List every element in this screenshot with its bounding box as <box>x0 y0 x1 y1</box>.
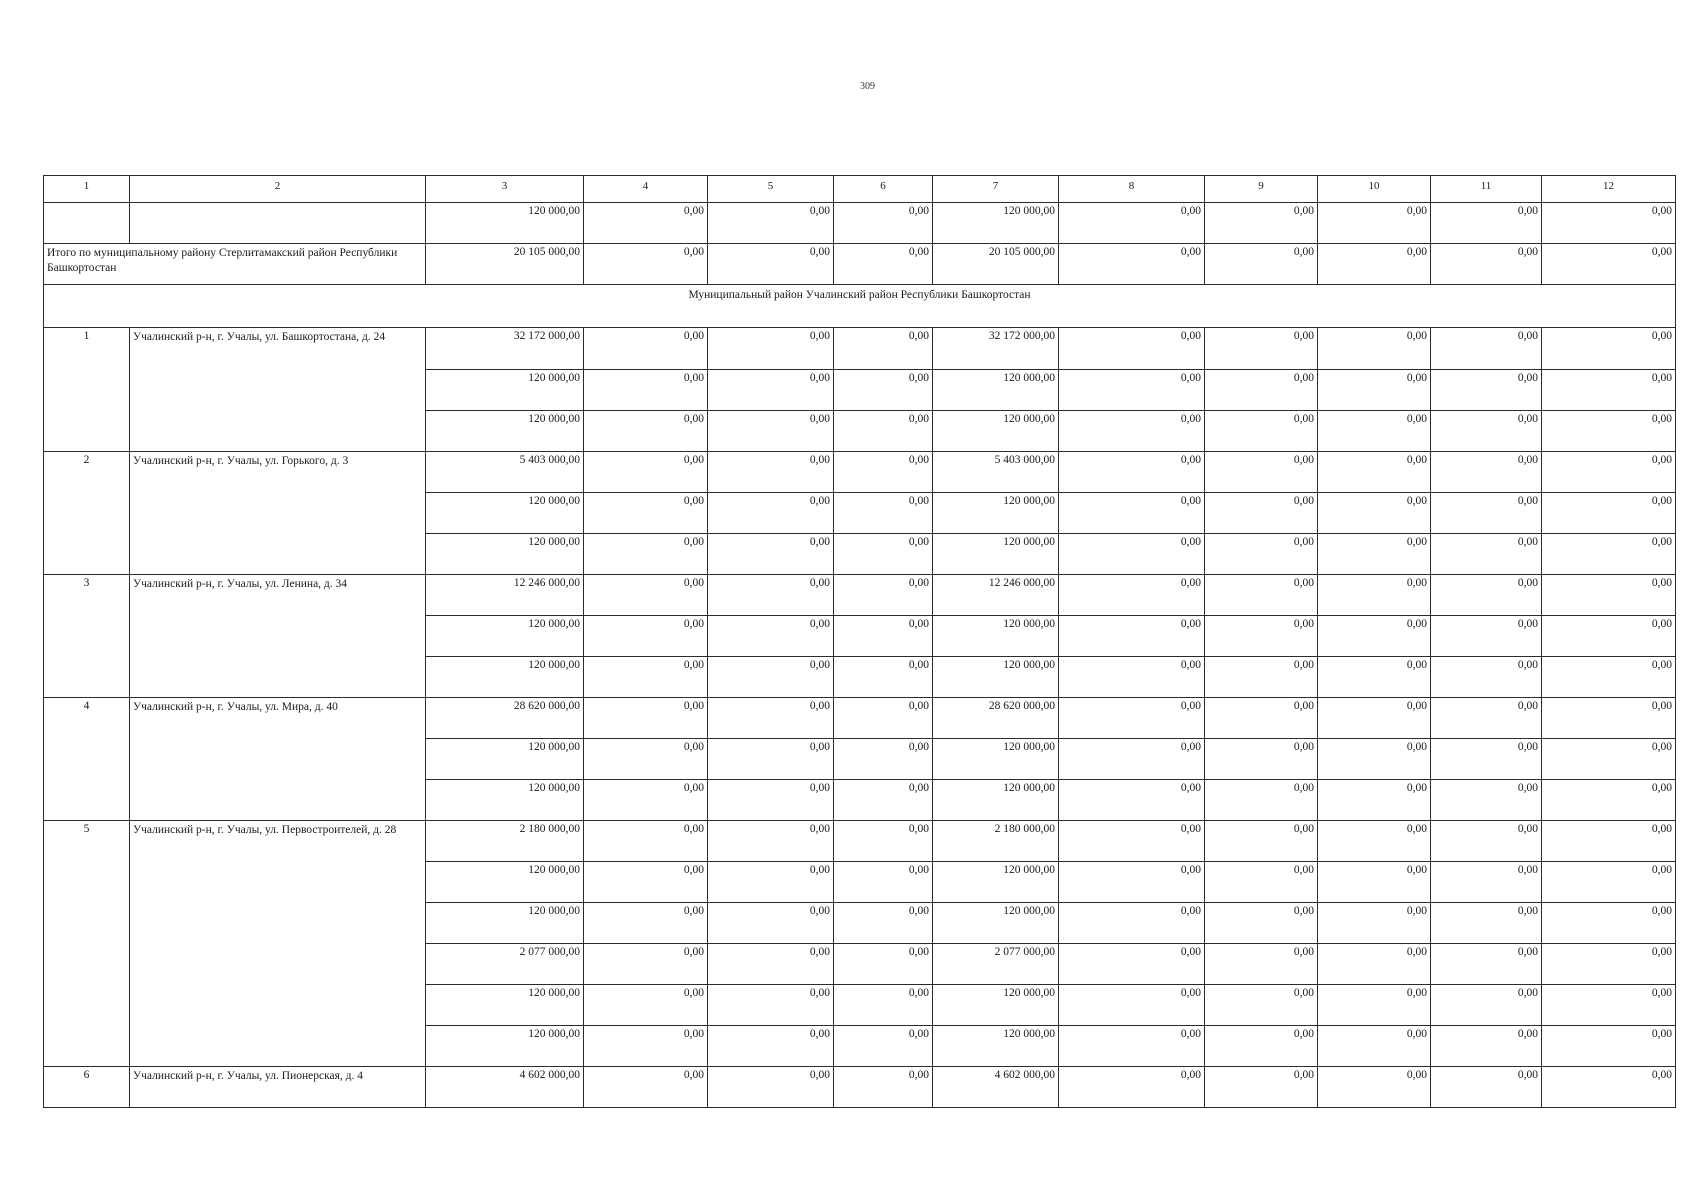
value-cell: 0,00 <box>1205 203 1318 244</box>
value-cell: 0,00 <box>834 616 933 657</box>
address-cell: Учалинский р-н, г. Учалы, ул. Горького, д. 3 <box>130 452 426 575</box>
value-cell: 0,00 <box>708 370 834 411</box>
value-cell: 0,00 <box>708 739 834 780</box>
value-cell: 0,00 <box>1431 821 1542 862</box>
value-cell: 0,00 <box>1318 985 1431 1026</box>
value-cell: 2 180 000,00 <box>426 821 584 862</box>
value-cell: 0,00 <box>1059 203 1205 244</box>
value-cell: 0,00 <box>584 244 708 285</box>
address-cell: Учалинский р-н, г. Учалы, ул. Ленина, д. 34 <box>130 575 426 698</box>
value-cell: 0,00 <box>1431 944 1542 985</box>
index-cell: 3 <box>44 575 130 698</box>
value-cell: 0,00 <box>1318 1067 1431 1108</box>
section-row <box>44 285 1676 328</box>
value-cell: 0,00 <box>1431 1026 1542 1067</box>
value-cell: 0,00 <box>1542 534 1676 575</box>
value-cell: 0,00 <box>584 985 708 1026</box>
value-cell: 0,00 <box>1059 616 1205 657</box>
value-cell: 0,00 <box>1542 780 1676 821</box>
value-cell: 0,00 <box>1059 370 1205 411</box>
value-cell: 0,00 <box>1059 328 1205 370</box>
value-cell: 0,00 <box>834 411 933 452</box>
value-cell: 0,00 <box>834 657 933 698</box>
value-cell: 0,00 <box>1059 903 1205 944</box>
value-cell: 0,00 <box>584 370 708 411</box>
value-cell: 0,00 <box>584 944 708 985</box>
value-cell: 0,00 <box>584 493 708 534</box>
value-cell: 0,00 <box>1542 944 1676 985</box>
value-cell: 0,00 <box>1318 370 1431 411</box>
value-cell: 0,00 <box>1205 493 1318 534</box>
column-header: 6 <box>834 176 933 203</box>
value-cell: 0,00 <box>1059 657 1205 698</box>
value-cell: 120 000,00 <box>426 203 584 244</box>
index-cell: 2 <box>44 452 130 575</box>
value-cell: 0,00 <box>1318 575 1431 616</box>
value-cell: 0,00 <box>584 1067 708 1108</box>
address-cell: Учалинский р-н, г. Учалы, ул. Первостроителей, д. 28 <box>130 821 426 1067</box>
value-cell: 0,00 <box>708 575 834 616</box>
value-cell: 0,00 <box>1318 739 1431 780</box>
value-cell: 0,00 <box>708 821 834 862</box>
value-cell: 0,00 <box>1205 657 1318 698</box>
column-header: 11 <box>1431 176 1542 203</box>
value-cell: 0,00 <box>1431 862 1542 903</box>
value-cell: 0,00 <box>1542 370 1676 411</box>
value-cell: 0,00 <box>1205 244 1318 285</box>
value-cell: 0,00 <box>1431 985 1542 1026</box>
value-cell: 0,00 <box>834 821 933 862</box>
value-cell: 0,00 <box>1431 244 1542 285</box>
table-body <box>44 176 1676 1108</box>
column-header: 3 <box>426 176 584 203</box>
value-cell: 0,00 <box>1318 328 1431 370</box>
column-header: 12 <box>1542 176 1676 203</box>
value-cell: 0,00 <box>834 985 933 1026</box>
value-cell: 0,00 <box>834 534 933 575</box>
value-cell: 120 000,00 <box>933 780 1059 821</box>
page-number: 309 <box>860 81 875 92</box>
value-cell: 0,00 <box>708 903 834 944</box>
value-cell: 0,00 <box>1059 1026 1205 1067</box>
value-cell: 0,00 <box>1059 985 1205 1026</box>
value-cell: 0,00 <box>1205 1067 1318 1108</box>
value-cell: 0,00 <box>834 780 933 821</box>
value-cell: 0,00 <box>1059 698 1205 739</box>
value-cell: 0,00 <box>584 616 708 657</box>
value-cell: 120 000,00 <box>933 370 1059 411</box>
value-cell: 0,00 <box>1431 575 1542 616</box>
address-cell: Учалинский р-н, г. Учалы, ул. Мира, д. 40 <box>130 698 426 821</box>
index-cell: 6 <box>44 1067 130 1108</box>
index-cell: 5 <box>44 821 130 1067</box>
value-cell: 0,00 <box>1205 944 1318 985</box>
address-cell: Учалинский р-н, г. Учалы, ул. Пионерская, д. 4 <box>130 1067 426 1108</box>
value-cell: 0,00 <box>584 534 708 575</box>
value-cell: 120 000,00 <box>933 739 1059 780</box>
value-cell: 0,00 <box>584 328 708 370</box>
value-cell: 0,00 <box>834 493 933 534</box>
table-row <box>44 575 1676 616</box>
index-cell: 1 <box>44 328 130 452</box>
value-cell: 0,00 <box>1542 739 1676 780</box>
value-cell: 0,00 <box>1431 493 1542 534</box>
value-cell: 2 077 000,00 <box>426 944 584 985</box>
value-cell: 0,00 <box>1318 903 1431 944</box>
value-cell: 20 105 000,00 <box>933 244 1059 285</box>
value-cell: 0,00 <box>584 862 708 903</box>
value-cell: 0,00 <box>1431 452 1542 493</box>
value-cell: 32 172 000,00 <box>426 328 584 370</box>
value-cell: 0,00 <box>1542 903 1676 944</box>
column-header: 7 <box>933 176 1059 203</box>
value-cell: 20 105 000,00 <box>426 244 584 285</box>
value-cell: 0,00 <box>1431 534 1542 575</box>
value-cell: 0,00 <box>1205 739 1318 780</box>
value-cell: 120 000,00 <box>426 493 584 534</box>
value-cell: 4 602 000,00 <box>426 1067 584 1108</box>
value-cell: 120 000,00 <box>933 903 1059 944</box>
value-cell: 0,00 <box>834 1067 933 1108</box>
value-cell: 0,00 <box>834 903 933 944</box>
value-cell: 0,00 <box>1542 493 1676 534</box>
value-cell: 0,00 <box>708 328 834 370</box>
value-cell: 120 000,00 <box>933 1026 1059 1067</box>
value-cell: 0,00 <box>584 657 708 698</box>
value-cell: 0,00 <box>584 821 708 862</box>
value-cell: 0,00 <box>834 1026 933 1067</box>
value-cell: 0,00 <box>834 698 933 739</box>
value-cell: 0,00 <box>1431 203 1542 244</box>
column-header: 1 <box>44 176 130 203</box>
value-cell: 120 000,00 <box>426 903 584 944</box>
value-cell: 2 180 000,00 <box>933 821 1059 862</box>
value-cell: 120 000,00 <box>426 780 584 821</box>
value-cell: 120 000,00 <box>933 493 1059 534</box>
value-cell: 12 246 000,00 <box>933 575 1059 616</box>
value-cell: 120 000,00 <box>426 739 584 780</box>
value-cell: 0,00 <box>834 944 933 985</box>
address-cell: Учалинский р-н, г. Учалы, ул. Башкортостана, д. 24 <box>130 328 426 452</box>
value-cell: 0,00 <box>584 452 708 493</box>
value-cell: 0,00 <box>834 452 933 493</box>
value-cell: 0,00 <box>708 244 834 285</box>
value-cell: 0,00 <box>1318 493 1431 534</box>
value-cell: 0,00 <box>1205 821 1318 862</box>
value-cell: 5 403 000,00 <box>933 452 1059 493</box>
value-cell: 0,00 <box>1205 534 1318 575</box>
value-cell: 0,00 <box>1431 780 1542 821</box>
value-cell: 0,00 <box>1542 862 1676 903</box>
value-cell: 120 000,00 <box>933 203 1059 244</box>
value-cell: 0,00 <box>1542 575 1676 616</box>
value-cell: 0,00 <box>1431 328 1542 370</box>
value-cell: 0,00 <box>584 203 708 244</box>
budget-table <box>43 175 1676 1108</box>
value-cell: 0,00 <box>1318 203 1431 244</box>
value-cell: 0,00 <box>1431 411 1542 452</box>
value-cell: 0,00 <box>834 370 933 411</box>
index-cell: 4 <box>44 698 130 821</box>
column-header: 10 <box>1318 176 1431 203</box>
section-title: Муниципальный район Учалинский район Республики Башкортостан <box>44 285 1676 328</box>
value-cell: 4 602 000,00 <box>933 1067 1059 1108</box>
value-cell: 0,00 <box>1059 452 1205 493</box>
value-cell: 0,00 <box>1059 862 1205 903</box>
value-cell: 0,00 <box>1318 534 1431 575</box>
value-cell: 0,00 <box>1542 452 1676 493</box>
value-cell: 0,00 <box>1431 657 1542 698</box>
value-cell: 0,00 <box>1542 657 1676 698</box>
value-cell: 0,00 <box>708 985 834 1026</box>
value-cell: 120 000,00 <box>933 616 1059 657</box>
column-header: 5 <box>708 176 834 203</box>
address-cell <box>130 203 426 244</box>
total-row <box>44 244 1676 285</box>
value-cell: 0,00 <box>1205 370 1318 411</box>
value-cell: 0,00 <box>1542 1026 1676 1067</box>
value-cell: 120 000,00 <box>426 985 584 1026</box>
value-cell: 0,00 <box>834 244 933 285</box>
value-cell: 120 000,00 <box>933 862 1059 903</box>
value-cell: 0,00 <box>1542 244 1676 285</box>
table-row <box>44 328 1676 370</box>
value-cell: 32 172 000,00 <box>933 328 1059 370</box>
table-row <box>44 1067 1676 1108</box>
value-cell: 0,00 <box>1542 411 1676 452</box>
value-cell: 0,00 <box>834 328 933 370</box>
value-cell: 0,00 <box>1205 780 1318 821</box>
value-cell: 120 000,00 <box>933 985 1059 1026</box>
value-cell: 0,00 <box>584 698 708 739</box>
value-cell: 0,00 <box>1205 985 1318 1026</box>
value-cell: 0,00 <box>1205 616 1318 657</box>
value-cell: 0,00 <box>708 493 834 534</box>
value-cell: 120 000,00 <box>426 411 584 452</box>
value-cell: 0,00 <box>1542 616 1676 657</box>
value-cell: 0,00 <box>584 780 708 821</box>
value-cell: 0,00 <box>1431 1067 1542 1108</box>
value-cell: 0,00 <box>1205 328 1318 370</box>
value-cell: 0,00 <box>1431 903 1542 944</box>
value-cell: 0,00 <box>708 411 834 452</box>
value-cell: 0,00 <box>1059 575 1205 616</box>
value-cell: 0,00 <box>1318 411 1431 452</box>
value-cell: 0,00 <box>834 575 933 616</box>
value-cell: 0,00 <box>584 411 708 452</box>
value-cell: 0,00 <box>1542 985 1676 1026</box>
value-cell: 0,00 <box>1059 1067 1205 1108</box>
value-cell: 0,00 <box>1059 534 1205 575</box>
value-cell: 120 000,00 <box>426 657 584 698</box>
table-row <box>44 203 1676 244</box>
column-header: 4 <box>584 176 708 203</box>
value-cell: 0,00 <box>584 575 708 616</box>
value-cell: 120 000,00 <box>933 534 1059 575</box>
value-cell: 0,00 <box>1205 862 1318 903</box>
table-row <box>44 452 1676 493</box>
value-cell: 28 620 000,00 <box>933 698 1059 739</box>
value-cell: 0,00 <box>1059 493 1205 534</box>
value-cell: 0,00 <box>708 698 834 739</box>
value-cell: 120 000,00 <box>426 534 584 575</box>
value-cell: 0,00 <box>1431 616 1542 657</box>
value-cell: 0,00 <box>1059 244 1205 285</box>
value-cell: 0,00 <box>834 862 933 903</box>
value-cell: 0,00 <box>708 657 834 698</box>
value-cell: 120 000,00 <box>426 1026 584 1067</box>
value-cell: 0,00 <box>1059 739 1205 780</box>
column-header: 8 <box>1059 176 1205 203</box>
value-cell: 120 000,00 <box>426 616 584 657</box>
value-cell: 0,00 <box>1318 452 1431 493</box>
value-cell: 0,00 <box>708 1067 834 1108</box>
value-cell: 0,00 <box>1205 411 1318 452</box>
value-cell: 0,00 <box>708 534 834 575</box>
value-cell: 0,00 <box>834 739 933 780</box>
value-cell: 120 000,00 <box>933 411 1059 452</box>
value-cell: 0,00 <box>1205 1026 1318 1067</box>
value-cell: 0,00 <box>1318 698 1431 739</box>
value-cell: 0,00 <box>1542 821 1676 862</box>
value-cell: 0,00 <box>708 1026 834 1067</box>
index-cell <box>44 203 130 244</box>
value-cell: 0,00 <box>1318 1026 1431 1067</box>
value-cell: 0,00 <box>1542 328 1676 370</box>
value-cell: 0,00 <box>584 903 708 944</box>
value-cell: 0,00 <box>1059 944 1205 985</box>
value-cell: 0,00 <box>1318 780 1431 821</box>
value-cell: 0,00 <box>834 203 933 244</box>
value-cell: 0,00 <box>1431 739 1542 780</box>
value-cell: 0,00 <box>708 452 834 493</box>
value-cell: 0,00 <box>1205 452 1318 493</box>
column-header: 2 <box>130 176 426 203</box>
value-cell: 0,00 <box>1318 244 1431 285</box>
value-cell: 0,00 <box>1318 862 1431 903</box>
value-cell: 0,00 <box>1542 1067 1676 1108</box>
value-cell: 28 620 000,00 <box>426 698 584 739</box>
value-cell: 0,00 <box>584 739 708 780</box>
value-cell: 0,00 <box>1059 780 1205 821</box>
value-cell: 120 000,00 <box>426 370 584 411</box>
value-cell: 0,00 <box>1205 903 1318 944</box>
value-cell: 0,00 <box>1059 411 1205 452</box>
value-cell: 2 077 000,00 <box>933 944 1059 985</box>
table-row <box>44 821 1676 862</box>
value-cell: 0,00 <box>1318 616 1431 657</box>
value-cell: 120 000,00 <box>933 657 1059 698</box>
value-cell: 0,00 <box>1318 657 1431 698</box>
value-cell: 12 246 000,00 <box>426 575 584 616</box>
value-cell: 0,00 <box>708 616 834 657</box>
table-row <box>44 698 1676 739</box>
value-cell: 120 000,00 <box>426 862 584 903</box>
value-cell: 0,00 <box>1542 203 1676 244</box>
column-number-row <box>44 176 1676 203</box>
value-cell: 5 403 000,00 <box>426 452 584 493</box>
value-cell: 0,00 <box>1542 698 1676 739</box>
value-cell: 0,00 <box>1205 698 1318 739</box>
value-cell: 0,00 <box>1059 821 1205 862</box>
value-cell: 0,00 <box>1205 575 1318 616</box>
value-cell: 0,00 <box>708 862 834 903</box>
value-cell: 0,00 <box>708 780 834 821</box>
value-cell: 0,00 <box>584 1026 708 1067</box>
total-label: Итого по муниципальному району Стерлитамакский район Республики Башкортостан <box>44 244 426 285</box>
value-cell: 0,00 <box>1431 698 1542 739</box>
value-cell: 0,00 <box>1318 821 1431 862</box>
value-cell: 0,00 <box>1318 944 1431 985</box>
value-cell: 0,00 <box>708 203 834 244</box>
column-header: 9 <box>1205 176 1318 203</box>
value-cell: 0,00 <box>1431 370 1542 411</box>
value-cell: 0,00 <box>708 944 834 985</box>
